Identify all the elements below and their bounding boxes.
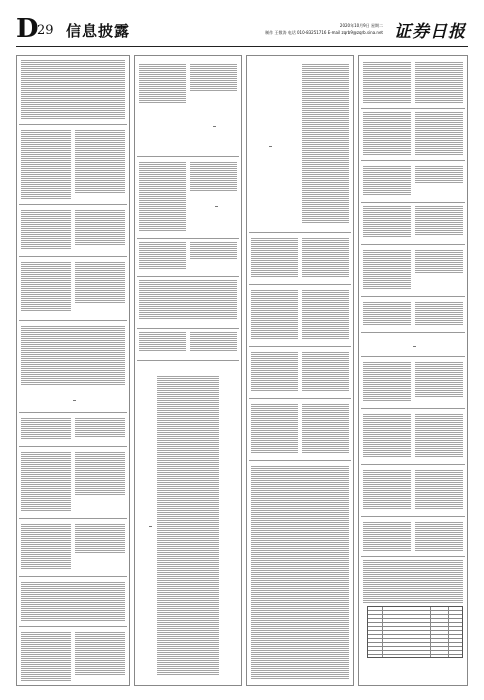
divider xyxy=(19,576,127,577)
text-block xyxy=(302,238,349,278)
section-title: 信息披露 xyxy=(66,22,131,40)
text-block xyxy=(251,238,298,278)
contact-line: 制作 王敬涛 电话 010-83251716 E-mail zqrb9@zqrb.sina.net xyxy=(265,30,383,35)
data-table xyxy=(367,606,463,658)
text-block xyxy=(139,332,186,352)
text-block xyxy=(75,418,125,438)
divider xyxy=(361,108,465,109)
announcement-column-3 xyxy=(246,55,354,686)
divider xyxy=(361,244,465,245)
divider xyxy=(249,232,351,233)
text-block xyxy=(302,290,349,340)
divider xyxy=(19,320,127,321)
text-block xyxy=(21,582,125,622)
text-block xyxy=(75,524,125,554)
text-block xyxy=(363,62,411,104)
divider xyxy=(249,346,351,347)
newspaper-masthead: 证券日报 xyxy=(394,22,466,42)
page-number: 29 xyxy=(37,23,54,38)
text-block xyxy=(21,262,71,312)
announcement-column-4 xyxy=(358,55,468,686)
text-block xyxy=(363,560,463,604)
divider xyxy=(137,238,239,239)
divider xyxy=(361,296,465,297)
divider xyxy=(19,124,127,125)
table-column-rule xyxy=(448,607,449,657)
announcement-column-2 xyxy=(134,55,242,686)
text-block xyxy=(363,250,411,290)
text-block xyxy=(415,62,463,104)
text-block xyxy=(190,242,237,260)
text-block xyxy=(21,130,71,200)
divider xyxy=(361,332,465,333)
divider xyxy=(19,518,127,519)
text-block xyxy=(302,352,349,392)
divider xyxy=(361,408,465,409)
text-block xyxy=(157,376,219,676)
text-block xyxy=(415,302,463,326)
date-line: 2020年10月9日 星期二 xyxy=(339,23,383,28)
dash-mark xyxy=(269,146,272,147)
dash-mark xyxy=(149,526,152,527)
text-block xyxy=(251,352,298,392)
divider xyxy=(361,556,465,557)
text-block xyxy=(363,112,411,156)
divider xyxy=(137,360,239,361)
divider xyxy=(19,256,127,257)
divider xyxy=(137,276,239,277)
text-block xyxy=(21,210,71,250)
text-block xyxy=(302,404,349,454)
text-block xyxy=(21,418,71,440)
divider xyxy=(19,412,127,413)
text-block xyxy=(21,524,71,570)
text-block xyxy=(190,64,237,92)
text-block xyxy=(139,280,237,320)
text-block xyxy=(139,242,186,270)
text-block xyxy=(363,414,411,458)
text-block xyxy=(75,130,125,194)
text-block xyxy=(415,112,463,156)
text-block xyxy=(139,64,186,104)
text-block xyxy=(415,206,463,236)
dash-mark xyxy=(215,206,218,207)
dash-mark xyxy=(73,400,76,401)
text-block xyxy=(21,60,125,120)
text-block xyxy=(415,522,463,552)
header-rule xyxy=(16,46,468,47)
text-block xyxy=(75,210,125,246)
divider xyxy=(361,160,465,161)
text-block xyxy=(415,414,463,458)
divider xyxy=(249,284,351,285)
announcement-column-1 xyxy=(16,55,130,686)
text-block xyxy=(363,362,411,402)
text-block xyxy=(21,632,71,682)
text-block xyxy=(190,162,237,192)
text-block xyxy=(363,302,411,326)
text-block xyxy=(139,162,186,232)
text-block xyxy=(415,166,463,184)
dash-mark xyxy=(213,126,216,127)
text-block xyxy=(363,166,411,196)
table-column-rule xyxy=(430,607,431,657)
divider xyxy=(19,204,127,205)
text-block xyxy=(302,64,349,224)
divider xyxy=(361,356,465,357)
text-block xyxy=(75,632,125,676)
text-block xyxy=(75,452,125,496)
divider xyxy=(249,460,351,461)
page-letter: D xyxy=(16,14,39,44)
divider xyxy=(361,464,465,465)
text-block xyxy=(21,452,71,512)
divider xyxy=(361,202,465,203)
text-block xyxy=(415,250,463,274)
divider xyxy=(19,446,127,447)
text-block xyxy=(190,332,237,352)
text-block xyxy=(75,262,125,304)
page-header xyxy=(0,0,484,50)
text-block xyxy=(251,466,349,680)
text-block xyxy=(415,362,463,398)
divider xyxy=(19,626,127,627)
dash-mark xyxy=(413,346,416,347)
text-block xyxy=(21,326,125,386)
table-column-rule xyxy=(382,607,383,657)
divider xyxy=(137,156,239,157)
divider xyxy=(361,516,465,517)
text-block xyxy=(363,522,411,552)
text-block xyxy=(363,470,411,510)
text-block xyxy=(363,206,411,238)
text-block xyxy=(251,404,298,454)
text-block xyxy=(251,290,298,340)
text-block xyxy=(415,470,463,510)
divider xyxy=(249,398,351,399)
divider xyxy=(137,328,239,329)
